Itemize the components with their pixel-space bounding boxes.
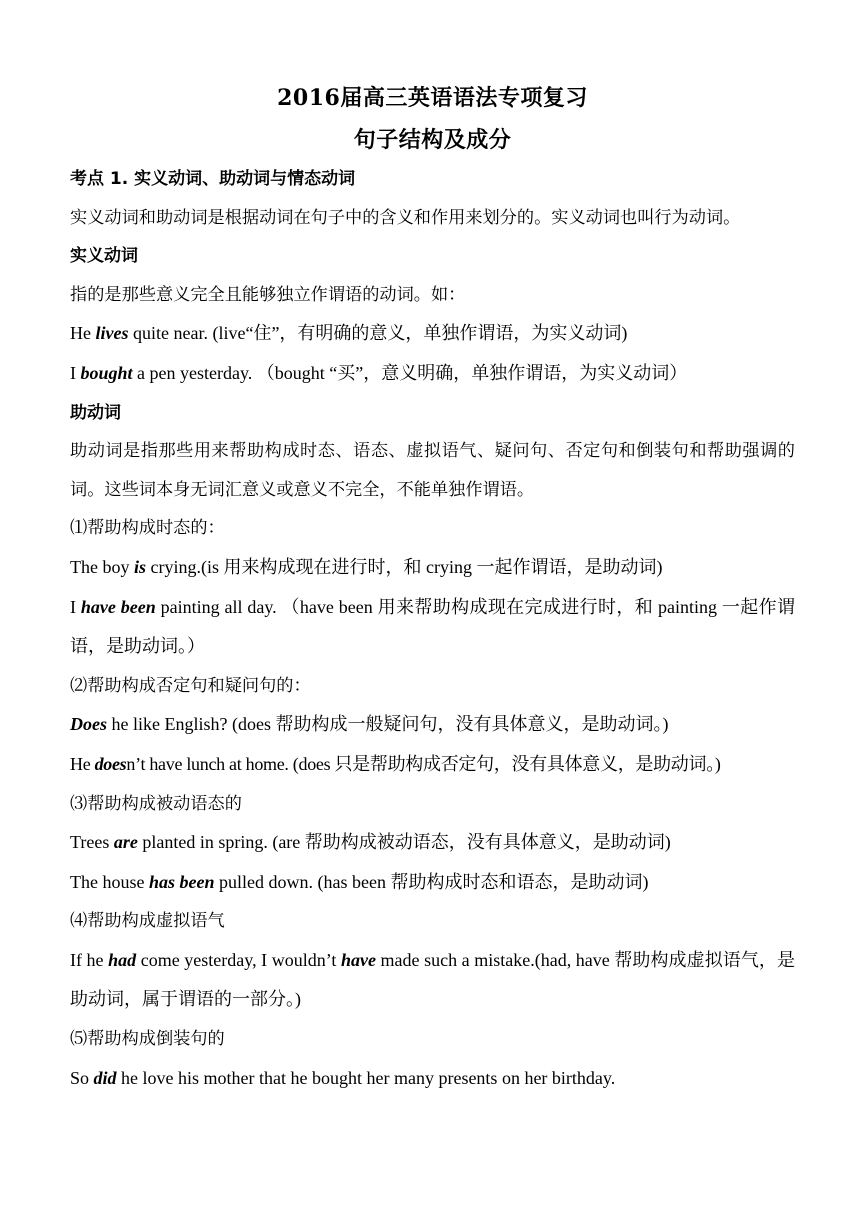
point-label: ⑴帮助构成时态的： — [70, 518, 225, 539]
point-label: ⑸帮助构成倒装句的 — [70, 1029, 225, 1050]
example-sentence: Does he like English? (does 帮助构成一般疑问句，没有具体意义，是助动词。) — [70, 714, 669, 735]
example-sentence: I bought a pen yesterday. （bought “买”，意义明确，单独作谓语，为实义动词） — [70, 362, 688, 383]
example-sentence: He doesn’t have lunch at home. (does 只是帮助构成否定句，没有具体意义，是助动词。) — [70, 753, 721, 774]
auxiliary-verb-desc: 助动词是指那些用来帮助构成时态、语态、虚拟语气、疑问句、否定句和倒装句和帮助强调的词。这些词本身无词汇意义或意义不完全，不能单独作谓语。 — [70, 441, 795, 500]
notional-verb-heading: 实义动词 — [70, 246, 138, 267]
document-title: 2016届高三英语语法专项复习 — [277, 85, 588, 111]
section-heading: 考点 1. 实义动词、助动词与情态动词 — [70, 169, 356, 189]
document-page — [70, 78, 795, 1098]
point-label: ⑵帮助构成否定句和疑问句的： — [70, 675, 311, 696]
example-sentence: The house has been pulled down. (has been 帮助构成时态和语态，是助动词) — [70, 871, 649, 892]
document-subtitle: 句子结构及成分 — [353, 127, 512, 153]
example-sentence: He lives quite near. (live“住”，有明确的意义，单独作谓语，为实义动词) — [70, 323, 628, 344]
section-intro: 实义动词和助动词是根据动词在句子中的含义和作用来划分的。实义动词也叫行为动词。 — [70, 207, 741, 228]
example-sentence: Trees are planted in spring. (are 帮助构成被动语态，没有具体意义，是助动词) — [70, 832, 671, 853]
example-sentence: I have been painting all day. （have been 用来帮助构成现在完成进行时，和 painting 一起作谓语，是助动词。） — [70, 596, 795, 657]
auxiliary-verb-heading: 助动词 — [70, 402, 121, 423]
example-sentence: The boy is crying.(is 用来构成现在进行时，和 crying 一起作谓语，是助动词) — [70, 556, 663, 577]
example-sentence: If he had come yesterday, I wouldn’t have made such a mistake.(had, have 帮助构成虚拟语气，是助动词，属于谓语的一部分。) — [70, 949, 795, 1010]
point-label: ⑶帮助构成被动语态的 — [70, 793, 242, 814]
point-label: ⑷帮助构成虚拟语气 — [70, 911, 225, 932]
example-sentence: So did he love his mother that he bought her many presents on her birthday. — [70, 1067, 616, 1088]
notional-verb-desc: 指的是那些意义完全且能够独立作谓语的动词。如： — [70, 284, 466, 305]
